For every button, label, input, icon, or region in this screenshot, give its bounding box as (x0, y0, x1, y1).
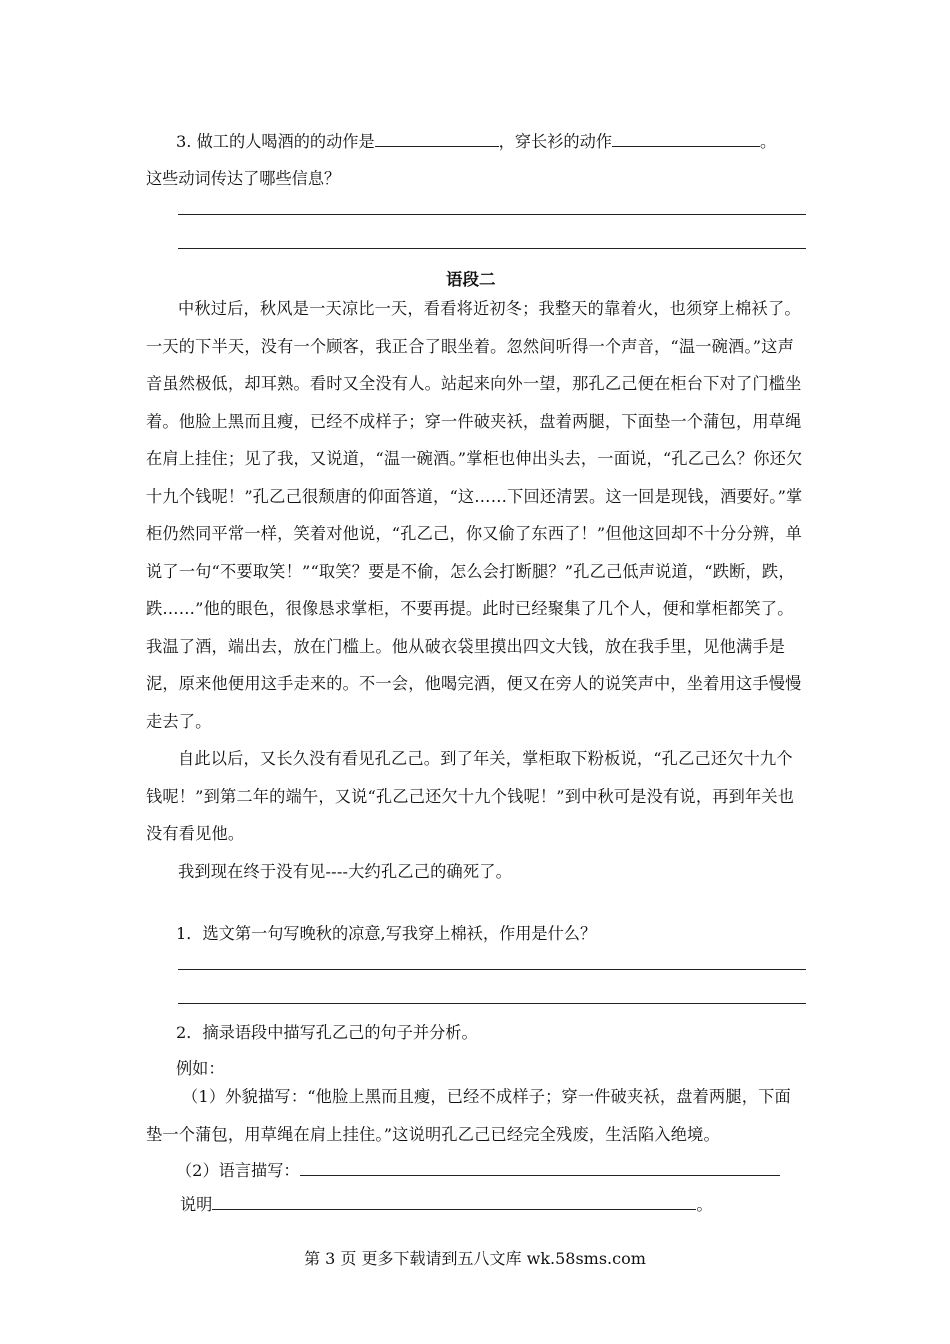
item-2-label: （2）语言描写： (176, 1161, 300, 1180)
explain-line (180, 1191, 713, 1215)
section-title: 语段二 (446, 270, 496, 289)
passage-paragraph: 中秋过后，秋风是一天凉比一天，看看将近初冬；我整天的靠着火，也须穿上棉袄了。一天的下半天，没有一个顾客，我正合了眼坐着。忽然间听得一个声音，“温一碗酒。”这声音虽然极低，却耳熟。看时又全没有人。站起来向外一望，那孔乙己便在柜台下对了门槛坐着。他脸上黑而且瘦，已经不成样子；穿一件破夹袄，盘着两腿，下面垫一个蒲包，用草绳在肩上挂住；见了我，又说道，“温一碗酒。”掌柜也伸出头去，一面说，“孔乙己么？你还欠十九个钱呢！”孔乙己很颓唐的仰面答道，“这……下回还清罢。这一回是现钱，酒要好。”掌柜仍然同平常一样，笑着对他说，“孔乙己，你又偷了东西了！”但他这回却不十分分辨，单说了一句“不要取笑！”“取笑？要是不偷，怎么会打断腿？”孔乙己低声说道，“跌断，跌，跌……”他的眼色，很像恳求掌柜，不要再提。此时已经聚集了几个人，便和掌柜都笑了。我温了酒，端出去，放在门槛上。他从破衣袋里摸出四文大钱，放在我手里，见他满手是泥，原来他便用这手走来的。不一会，他喝完酒，便又在旁人的说笑声中，坐着用这手慢慢走去了。 (146, 299, 803, 731)
page-footer: 第 3 页 更多下载请到五八文库 wk.58sms.com (304, 1249, 646, 1268)
question-1: 1．选文第一句写晚秋的凉意,写我穿上棉袄，作用是什么？ (176, 924, 597, 943)
q3-prefix: 3. 做工的人喝酒的的动作是 (176, 132, 375, 151)
item-2-blank[interactable] (300, 1161, 780, 1176)
q3-line1 (176, 128, 776, 152)
answer-line[interactable] (178, 969, 806, 970)
passage-paragraph: 我到现在终于没有见----大约孔乙己的确死了。 (178, 861, 513, 881)
q3-blank-2[interactable] (612, 132, 760, 147)
q3-blank-1[interactable] (375, 132, 499, 147)
example-label: 例如： (176, 1059, 225, 1078)
explain-label: 说明 (180, 1195, 213, 1214)
question-2: 2．摘录语段中描写孔乙己的句子并分析。 (176, 1023, 478, 1042)
q3-middle: ，穿长衫的动作 (498, 132, 612, 151)
q3-line2: 这些动词传达了哪些信息？ (146, 169, 341, 188)
q3-end: 。 (759, 132, 777, 151)
passage (146, 290, 806, 890)
answer-line[interactable] (178, 1003, 806, 1004)
explain-blank[interactable] (212, 1195, 696, 1210)
answer-line[interactable] (178, 214, 806, 215)
example-text: （1）外貌描写：“他脸上黑而且瘦，已经不成样子；穿一件破夹袄，盘着两腿，下面垫一个蒲包，用草绳在肩上挂住。”这说明孔乙己已经完全残废，生活陷入绝境。 (146, 1087, 791, 1144)
answer-line[interactable] (178, 248, 806, 249)
passage-paragraph: 自此以后，又长久没有看见孔乙己。到了年关，掌柜取下粉板说，“孔乙己还欠十九个钱呢！”到第二年的端午，又说“孔乙己还欠十九个钱呢！”到中秋可是没有说，再到年关也没有看见他。 (146, 749, 795, 843)
explain-end: 。 (696, 1195, 713, 1214)
item-2-line (176, 1157, 780, 1181)
